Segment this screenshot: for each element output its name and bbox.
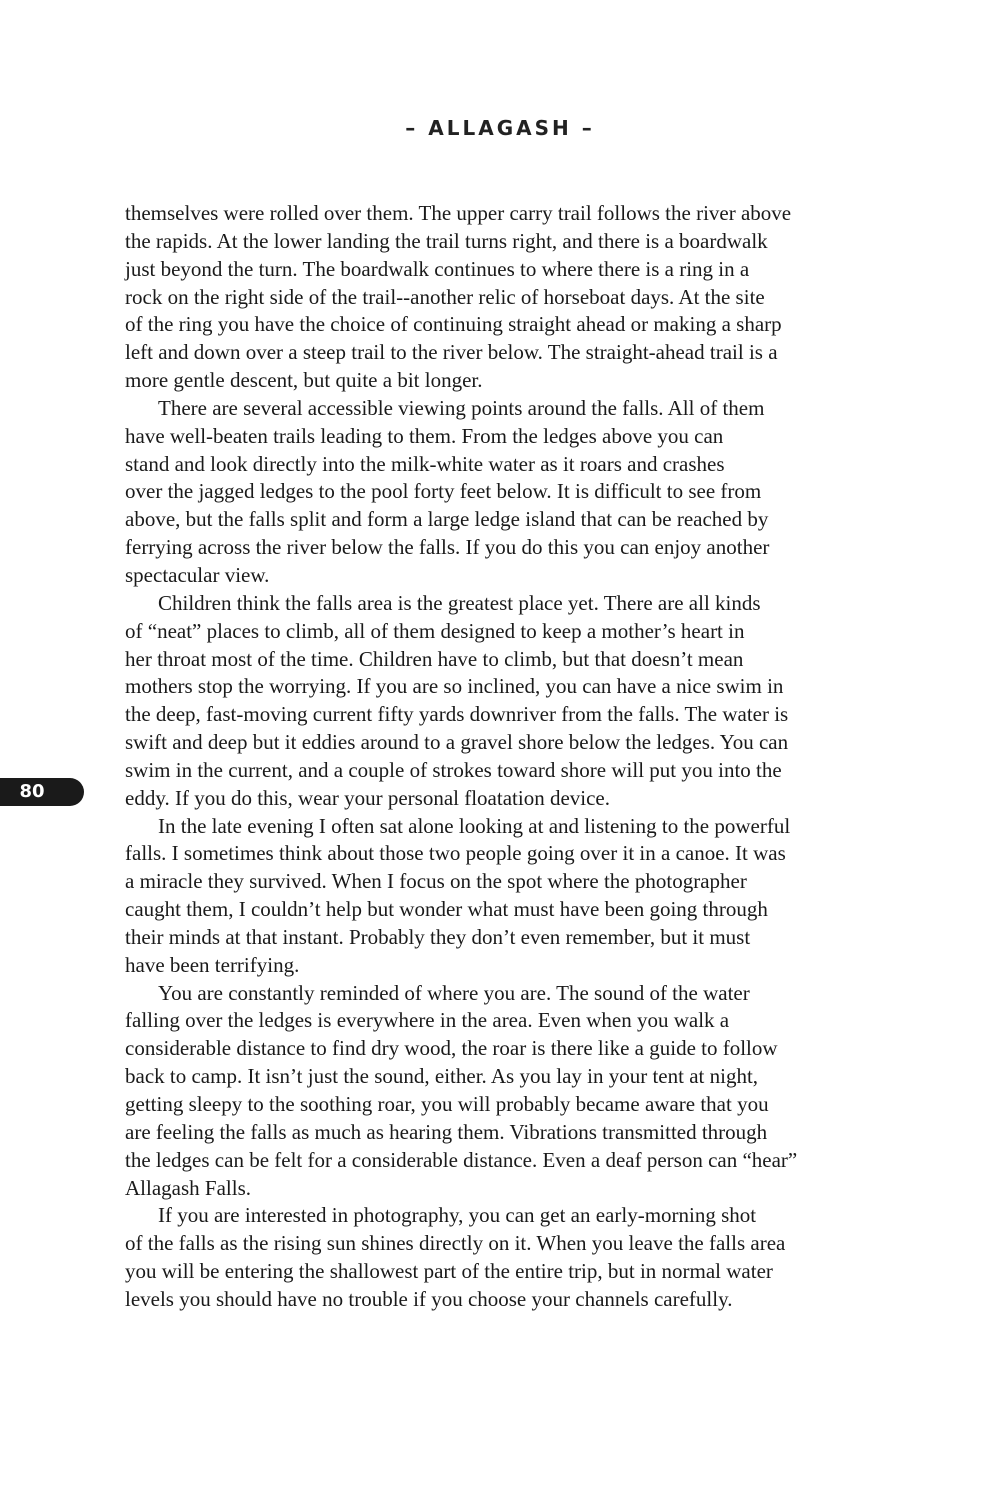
text-line: over the jagged ledges to the pool forty feet below. It is difficult to see from (125, 479, 762, 504)
text-line: have well-beaten trails leading to them. From the ledges above you can (125, 423, 724, 448)
text-line: swift and deep but it eddies around to a gravel shore below the ledges. You can (125, 730, 789, 755)
text-line: There are several accessible viewing points around the falls. All of them (158, 395, 765, 420)
text-line: Allagash Falls. (125, 1175, 251, 1200)
text-line: the deep, fast-moving current fifty yards downriver from the falls. The water is (125, 702, 789, 727)
text-line: of the falls as the rising sun shines directly on it. When you leave the falls area (125, 1231, 786, 1256)
paragraph (125, 395, 840, 590)
text-line: falls. I sometimes think about those two people going over it in a canoe. It was (125, 841, 786, 866)
text-line: of “neat” places to climb, all of them designed to keep a mother’s heart in (125, 618, 745, 643)
running-head: – ALLAGASH – (405, 116, 595, 140)
body-text (125, 200, 840, 1314)
paragraph (125, 590, 840, 813)
paragraph (125, 980, 840, 1203)
paragraph (125, 813, 840, 980)
text-line: falling over the ledges is everywhere in the area. Even when you walk a (125, 1008, 730, 1033)
text-line: You are constantly reminded of where you are. The sound of the water (158, 980, 750, 1005)
text-line: the ledges can be felt for a considerable distance. Even a deaf person can “hear” (125, 1147, 798, 1172)
text-line: caught them, I couldn’t help but wonder what must have been going through (125, 897, 768, 922)
paragraph (125, 1202, 840, 1313)
text-line: just beyond the turn. The boardwalk continues to where there is a ring in a (125, 256, 750, 281)
text-line: back to camp. It isn’t just the sound, either. As you lay in your tent at night, (125, 1064, 759, 1089)
text-line: spectacular view. (125, 562, 270, 587)
text-line: ferrying across the river below the falls. If you do this you can enjoy another (125, 535, 770, 560)
text-line: their minds at that instant. Probably they don’t even remember, but it must (125, 924, 751, 949)
text-line: her throat most of the time. Children have to climb, but that doesn’t mean (125, 646, 744, 671)
text-line: have been terrifying. (125, 952, 300, 977)
text-line: rock on the right side of the trail--another relic of horseboat days. At the site (125, 284, 765, 309)
text-line: of the ring you have the choice of continuing straight ahead or making a sharp (125, 312, 782, 337)
text-line: are feeling the falls as much as hearing them. Vibrations transmitted through (125, 1119, 768, 1144)
text-line: the rapids. At the lower landing the trail turns right, and there is a boardwalk (125, 228, 768, 253)
text-line: a miracle they survived. When I focus on the spot where the photographer (125, 869, 747, 894)
text-line: eddy. If you do this, wear your personal floatation device. (125, 785, 610, 810)
text-line: stand and look directly into the milk-white water as it roars and crashes (125, 451, 725, 476)
text-line: you will be entering the shallowest part of the entire trip, but in normal water (125, 1259, 773, 1284)
text-line: considerable distance to find dry wood, the roar is there like a guide to follow (125, 1036, 778, 1061)
text-line: getting sleepy to the soothing roar, you will probably became aware that you (125, 1092, 769, 1116)
text-line: levels you should have no trouble if you choose your channels carefully. (125, 1286, 733, 1311)
text-line: Children think the falls area is the greatest place yet. There are all kinds (158, 590, 761, 615)
paragraph (125, 200, 840, 395)
text-line: themselves were rolled over them. The upper carry trail follows the river above (125, 201, 792, 225)
text-line: mothers stop the worrying. If you are so inclined, you can have a nice swim in (125, 674, 784, 699)
text-line: If you are interested in photography, you can get an early-morning shot (158, 1203, 757, 1228)
page-number: 80 (19, 781, 45, 802)
page-number-tab (0, 778, 84, 806)
text-line: In the late evening I often sat alone looking at and listening to the powerful (158, 813, 791, 838)
text-line: more gentle descent, but quite a bit longer. (125, 368, 483, 393)
text-line: left and down over a steep trail to the river below. The straight-ahead trail is a (125, 340, 778, 365)
text-line: above, but the falls split and form a large ledge island that can be reached by (125, 507, 769, 532)
text-line: swim in the current, and a couple of strokes toward shore will put you into the (125, 757, 782, 782)
